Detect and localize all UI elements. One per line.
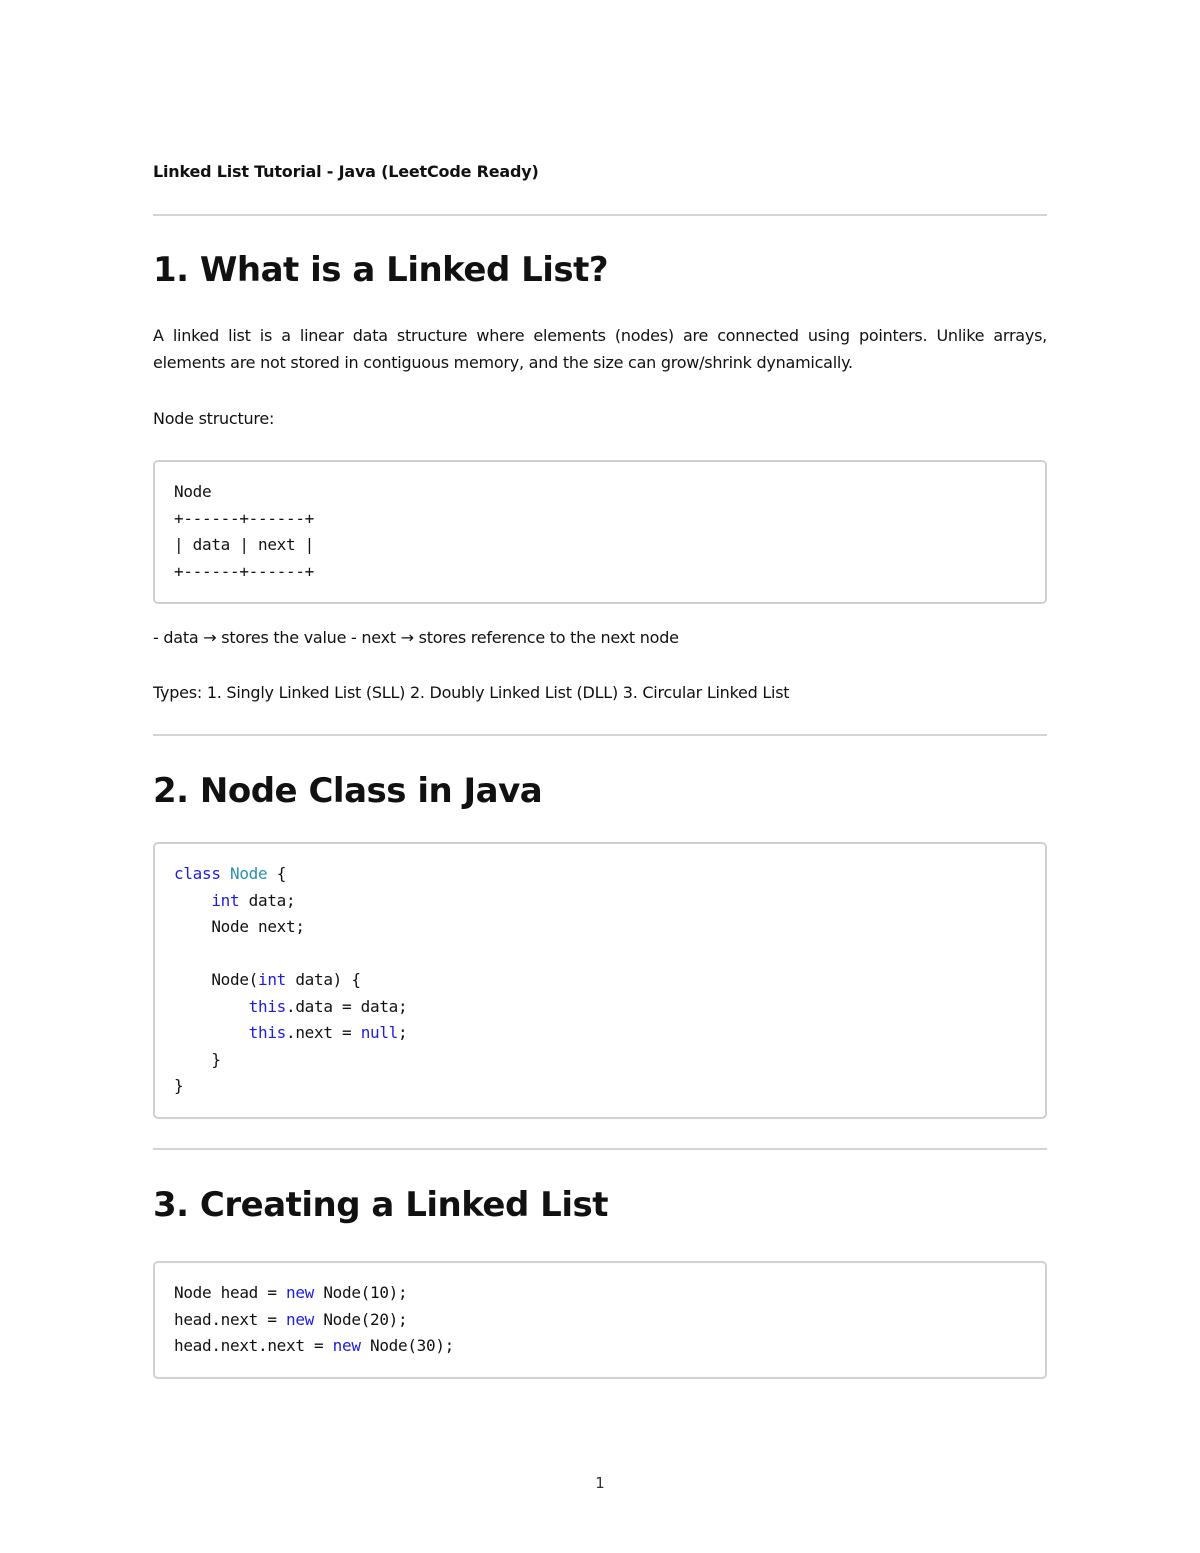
code-text: }: [174, 1049, 221, 1069]
code-text: }: [174, 1076, 184, 1095]
code-keyword: this: [248, 996, 287, 1016]
diagram-line: | data | next |: [174, 535, 314, 554]
node-diagram-box: [153, 460, 1047, 604]
code-type: Node: [230, 864, 268, 883]
code-keyword: new: [332, 1336, 361, 1355]
document-title: Linked List Tutorial - Java (LeetCode Ready): [153, 162, 539, 181]
code-line: [174, 1333, 1026, 1360]
code-text: .data = data;: [286, 996, 408, 1016]
node-diagram: [155, 462, 1045, 602]
code-keyword: class: [174, 864, 221, 883]
code-text: [174, 891, 211, 910]
code-line: [174, 941, 1026, 968]
intro-paragraph: A linked list is a linear data structure where elements (nodes) are connected using pointers. Unlike arrays, elements are not stored in contiguous memory, and the size can grow/shrink dynamically.: [153, 326, 1047, 372]
create-list-code-box: [153, 1261, 1047, 1379]
code-text: [221, 864, 230, 883]
node-structure-label: Node structure:: [153, 409, 275, 428]
diagram-line: +------+------+: [174, 508, 314, 528]
code-line: [174, 1047, 1026, 1074]
code-keyword: int: [258, 970, 286, 989]
code-text: Node head =: [174, 1283, 286, 1302]
code-text: {: [267, 864, 287, 883]
code-keyword: int: [211, 890, 240, 910]
code-text: Node next;: [174, 917, 305, 936]
code-text: data;: [239, 890, 296, 910]
code-keyword: new: [286, 1283, 314, 1302]
node-class-code-box: [153, 842, 1047, 1119]
section-heading-node-class: 2. Node Class in Java: [153, 771, 543, 811]
page-number: 1: [595, 1474, 605, 1492]
code-text: [174, 1023, 249, 1042]
code-line: [174, 861, 1026, 888]
code-text: Node(10);: [314, 1283, 408, 1302]
code-keyword: new: [286, 1309, 314, 1329]
code-text: Node(30);: [360, 1336, 455, 1355]
section-heading-creating-linked-list: 3. Creating a Linked List: [153, 1185, 608, 1225]
code-text: head.next =: [174, 1309, 286, 1329]
code-line: [174, 888, 1026, 915]
section-heading-what-is-linked-list: 1. What is a Linked List?: [153, 250, 609, 290]
code-text: .next =: [286, 1023, 361, 1042]
code-line: [174, 1280, 1026, 1307]
code-text: [174, 997, 249, 1016]
diagram-line: +------+------+: [174, 561, 314, 581]
divider: [153, 214, 1047, 216]
code-line: [174, 967, 1026, 994]
code-keyword: null: [360, 1023, 399, 1042]
code-keyword: this: [248, 1023, 287, 1042]
code-line: [174, 1307, 1026, 1334]
diagram-line: Node: [174, 482, 212, 501]
types-note: Types: 1. Singly Linked List (SLL) 2. Doubly Linked List (DLL) 3. Circular Linked List: [153, 683, 790, 702]
node-class-code: [155, 844, 1045, 1117]
code-line: [174, 1073, 1026, 1100]
code-text: ;: [398, 1023, 408, 1042]
code-line: [174, 1020, 1026, 1047]
code-line: [174, 994, 1026, 1021]
code-text: data) {: [286, 970, 361, 989]
create-list-code: [155, 1263, 1045, 1377]
code-text: Node(: [174, 970, 258, 989]
fields-note: - data → stores the value - next → stores reference to the next node: [153, 628, 679, 647]
code-text: Node(20);: [314, 1309, 408, 1329]
code-text: head.next.next =: [174, 1336, 333, 1355]
divider: [153, 734, 1047, 736]
code-line: [174, 914, 1026, 941]
divider: [153, 1148, 1047, 1150]
